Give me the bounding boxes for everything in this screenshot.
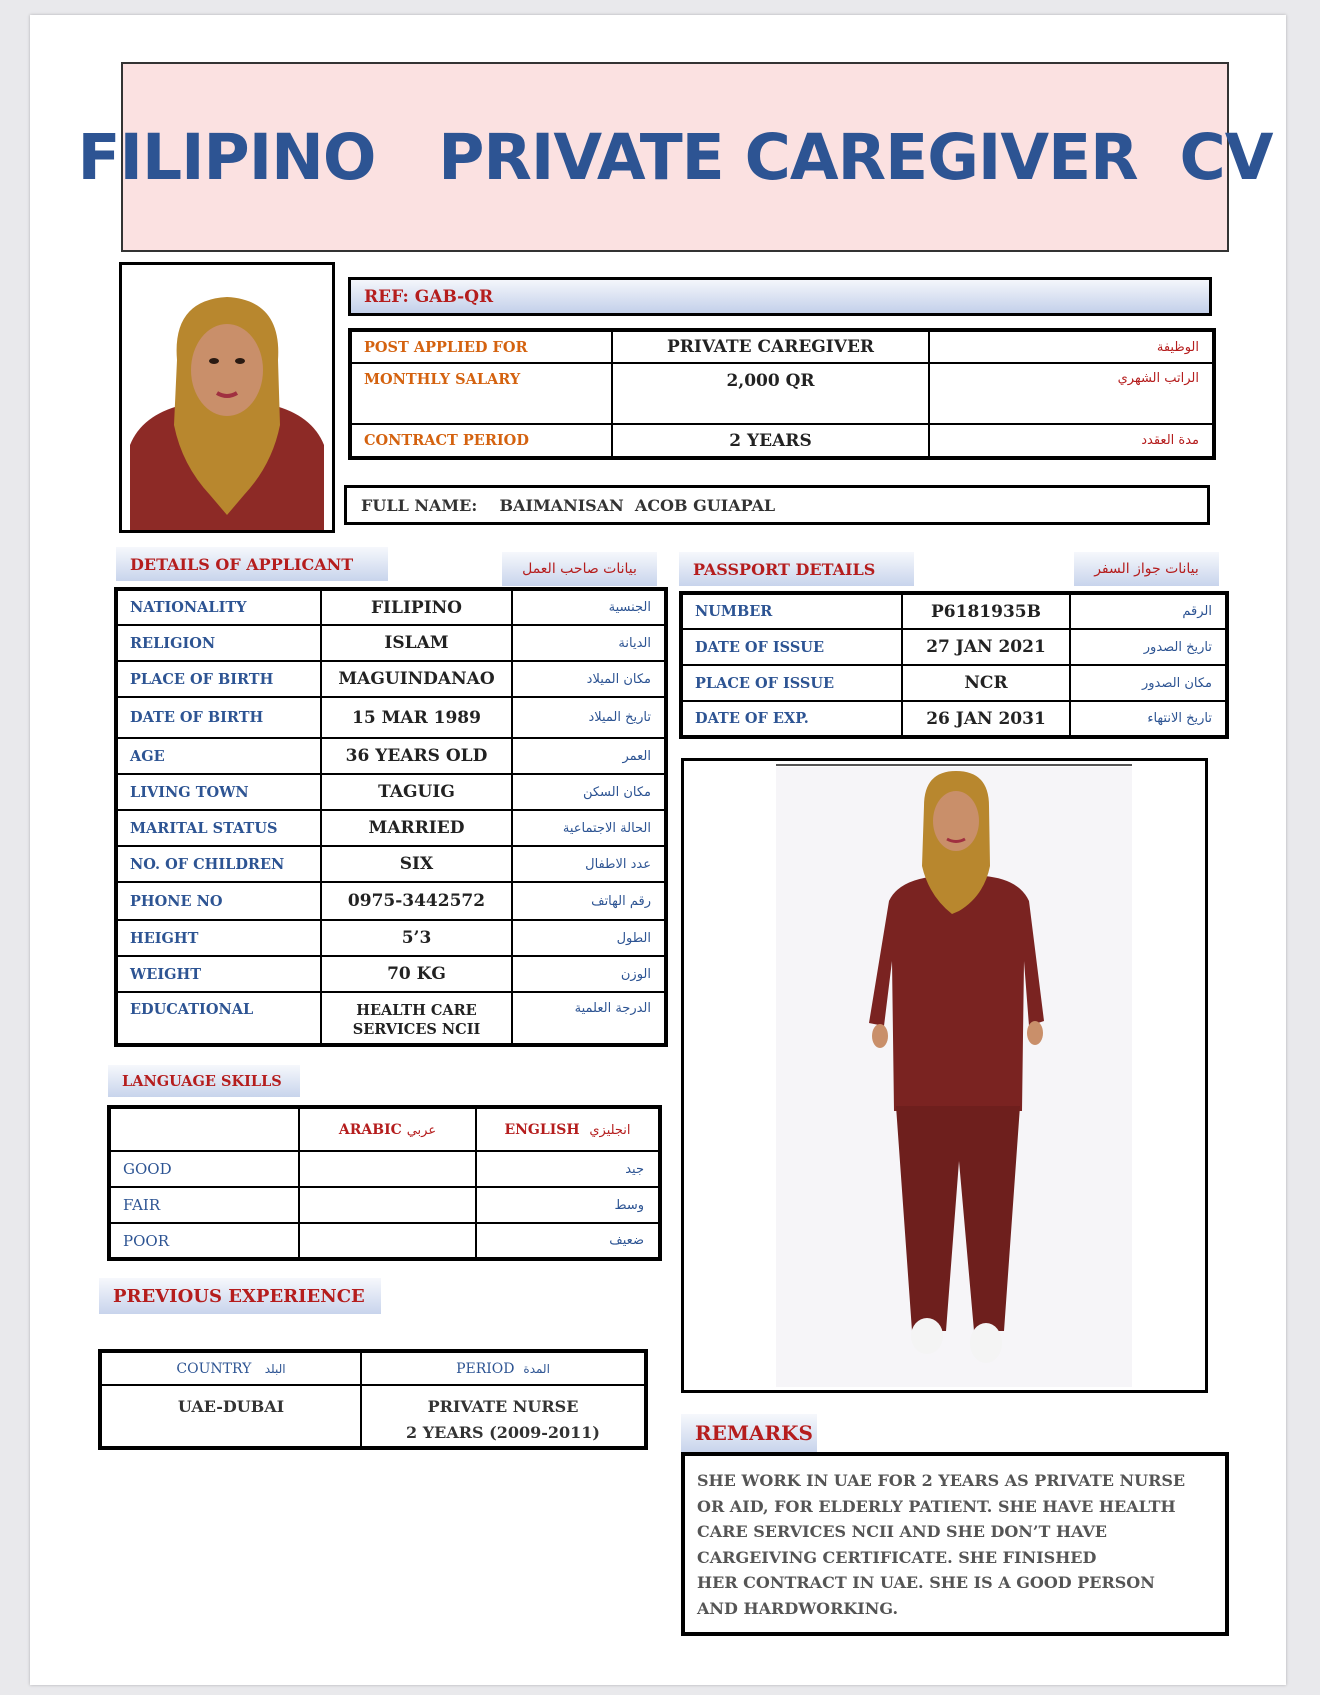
experience-country: UAE-DUBAI: [100, 1385, 361, 1448]
remarks-box: [681, 1452, 1229, 1636]
arabic-good-cell: [299, 1151, 476, 1187]
job-row-salary: [350, 363, 1214, 424]
passport-label: PLACE OF ISSUE: [681, 665, 902, 701]
applicant-value: FILIPINO: [321, 589, 512, 625]
title-banner: [77, 62, 1273, 252]
job-row-contract: [350, 424, 1214, 458]
passport-value: NCR: [902, 665, 1070, 701]
job-row-post: [350, 330, 1214, 363]
remarks-line: AND HARDWORKING.: [697, 1598, 899, 1618]
applicant-label: LIVING TOWN: [116, 774, 321, 810]
applicant-arabic-label: مكان الميلاد: [512, 661, 666, 697]
applicant-arabic-label: الدرجة العلمية: [512, 992, 666, 1045]
passport-value: P6181935B: [902, 593, 1070, 629]
passport-value: 27 JAN 2021: [902, 629, 1070, 665]
page-title: FILIPINO PRIVATE CAREGIVER CV: [77, 120, 1273, 194]
contract-label: CONTRACT PERIOD: [350, 424, 612, 458]
post-applied-label: POST APPLIED FOR: [350, 330, 612, 363]
applicant-label: NATIONALITY: [116, 589, 321, 625]
applicant-row-phone-no: [116, 882, 666, 920]
applicant-arabic-label: مكان السكن: [512, 774, 666, 810]
passport-arabic-label: تاريخ الصدور: [1070, 629, 1227, 665]
applicant-value: 5’3: [321, 920, 512, 956]
remarks-line: OR AID, FOR ELDERLY PATIENT. SHE HAVE HEALTH: [697, 1496, 1176, 1516]
passport-arabic-label: مكان الصدور: [1070, 665, 1227, 701]
applicant-arabic-label: عدد الاطفال: [512, 846, 666, 882]
value-line: HEALTH CARE: [356, 1001, 477, 1019]
applicant-row-educational: [116, 992, 666, 1045]
value-line: SERVICES NCII: [352, 1020, 481, 1038]
applicant-row-height: [116, 920, 666, 956]
applicant-row-marital-status: [116, 810, 666, 846]
language-row-good: [109, 1151, 660, 1187]
reference-bar: REF: GAB-QR: [348, 277, 1212, 316]
full-name-box: FULL NAME: BAIMANISAN ACOB GUIAPAL: [344, 485, 1210, 525]
applicant-value: 15 MAR 1989: [321, 697, 512, 738]
applicant-arabic-label: الجنسية: [512, 589, 666, 625]
salary-label: MONTHLY SALARY: [350, 363, 612, 424]
period-column-header: PERIOD المدة: [361, 1351, 646, 1385]
applicant-label: WEIGHT: [116, 956, 321, 992]
post-applied-value: PRIVATE CAREGIVER: [612, 330, 929, 363]
applicant-arabic-label: رقم الهاتف: [512, 882, 666, 920]
passport-value: 26 JAN 2031: [902, 701, 1070, 737]
applicant-label: HEIGHT: [116, 920, 321, 956]
job-details-table: [348, 328, 1216, 460]
experience-position: PRIVATE NURSE: [427, 1397, 579, 1416]
contract-arabic: مدة العقدد: [929, 424, 1214, 458]
language-level-arabic: ضعيف: [476, 1223, 660, 1259]
applicant-value: MAGUINDANAO: [321, 661, 512, 697]
details-of-applicant-heading-arabic: بيانات صاحب العمل: [502, 552, 657, 586]
applicant-row-no-of-children: [116, 846, 666, 882]
details-of-applicant-heading: DETAILS OF APPLICANT: [116, 547, 388, 581]
passport-label: DATE OF ISSUE: [681, 629, 902, 665]
salary-arabic: الراتب الشهري: [929, 363, 1214, 424]
post-applied-arabic: الوظيفة: [929, 330, 1214, 363]
language-level-label: GOOD: [109, 1151, 299, 1187]
english-column-header: ENGLISH انجليزي: [476, 1107, 660, 1151]
applicant-label: DATE OF BIRTH: [116, 697, 321, 738]
passport-arabic-label: تاريخ الانتهاء: [1070, 701, 1227, 737]
applicant-arabic-label: الطول: [512, 920, 666, 956]
applicant-label: EDUCATIONAL: [116, 992, 321, 1045]
applicant-label: MARITAL STATUS: [116, 810, 321, 846]
applicant-row-weight: [116, 956, 666, 992]
language-skills-heading: LANGUAGE SKILLS: [108, 1065, 300, 1097]
passport-row-date-of-exp: [681, 701, 1227, 737]
applicant-value: 0975-3442572: [321, 882, 512, 920]
salary-value: 2,000 QR: [612, 363, 929, 424]
applicant-arabic-label: تاريخ الميلاد: [512, 697, 666, 738]
remarks-line: CARE SERVICES NCII AND SHE DON’T HAVE: [697, 1522, 1107, 1541]
contract-value: 2 YEARS: [612, 424, 929, 458]
previous-experience-heading: PREVIOUS EXPERIENCE: [99, 1278, 381, 1314]
applicant-row-nationality: [116, 589, 666, 625]
experience-period: [361, 1385, 646, 1448]
language-level-label: FAIR: [109, 1187, 299, 1223]
applicant-label: PHONE NO: [116, 882, 321, 920]
applicant-headshot-photo: [119, 262, 335, 533]
language-header-row: [109, 1107, 660, 1151]
applicant-arabic-label: الوزن: [512, 956, 666, 992]
applicant-value: TAGUIG: [321, 774, 512, 810]
passport-details-table: [679, 591, 1229, 739]
arabic-poor-cell: [299, 1223, 476, 1259]
language-row-fair: [109, 1187, 660, 1223]
remarks-line: CARGEIVING CERTIFICATE. SHE FINISHED: [697, 1547, 1097, 1567]
applicant-row-date-of-birth: [116, 697, 666, 738]
applicant-row-age: [116, 738, 666, 774]
applicant-label: RELIGION: [116, 625, 321, 661]
language-level-arabic: جيد: [476, 1151, 660, 1187]
full-body-illustration: [684, 761, 1205, 1390]
passport-details-heading-arabic: بيانات جواز السفر: [1074, 552, 1219, 586]
applicant-details-table: [114, 587, 668, 1047]
applicant-arabic-label: الحالة الاجتماعية: [512, 810, 666, 846]
experience-duration: 2 YEARS (2009-2011): [406, 1423, 600, 1442]
applicant-full-body-photo: [681, 758, 1208, 1393]
applicant-value: 36 YEARS OLD: [321, 738, 512, 774]
applicant-label: AGE: [116, 738, 321, 774]
language-level-arabic: وسط: [476, 1187, 660, 1223]
remarks-line: SHE WORK IN UAE FOR 2 YEARS AS PRIVATE NURSE: [697, 1471, 1186, 1490]
arabic-fair-cell: [299, 1187, 476, 1223]
applicant-arabic-label: الديانة: [512, 625, 666, 661]
passport-arabic-label: الرقم: [1070, 593, 1227, 629]
language-header-blank: [109, 1107, 299, 1151]
applicant-value: ISLAM: [321, 625, 512, 661]
passport-row-place-of-issue: [681, 665, 1227, 701]
language-level-label: POOR: [109, 1223, 299, 1259]
remarks-line: HER CONTRACT IN UAE. SHE IS A GOOD PERSON: [697, 1573, 1155, 1592]
language-row-poor: [109, 1223, 660, 1259]
remarks-heading: REMARKS: [681, 1414, 817, 1452]
applicant-row-religion: [116, 625, 666, 661]
applicant-value: SIX: [321, 846, 512, 882]
applicant-row-living-town: [116, 774, 666, 810]
passport-details-heading: PASSPORT DETAILS: [679, 552, 914, 586]
applicant-arabic-label: العمر: [512, 738, 666, 774]
experience-row: [100, 1385, 646, 1448]
previous-experience-table: [98, 1349, 648, 1450]
arabic-column-header: ARABIC عربي: [299, 1107, 476, 1151]
applicant-row-place-of-birth: [116, 661, 666, 697]
applicant-value: MARRIED: [321, 810, 512, 846]
passport-row-number: [681, 593, 1227, 629]
cv-page: [30, 15, 1286, 1685]
language-skills-table: [107, 1105, 662, 1261]
passport-row-date-of-issue: [681, 629, 1227, 665]
passport-label: NUMBER: [681, 593, 902, 629]
applicant-label: PLACE OF BIRTH: [116, 661, 321, 697]
experience-header-row: [100, 1351, 646, 1385]
applicant-value: 70 KG: [321, 956, 512, 992]
applicant-value: [321, 992, 512, 1045]
headshot-illustration: [122, 265, 332, 530]
passport-label: DATE OF EXP.: [681, 701, 902, 737]
country-column-header: COUNTRY البلد: [100, 1351, 361, 1385]
applicant-label: NO. OF CHILDREN: [116, 846, 321, 882]
